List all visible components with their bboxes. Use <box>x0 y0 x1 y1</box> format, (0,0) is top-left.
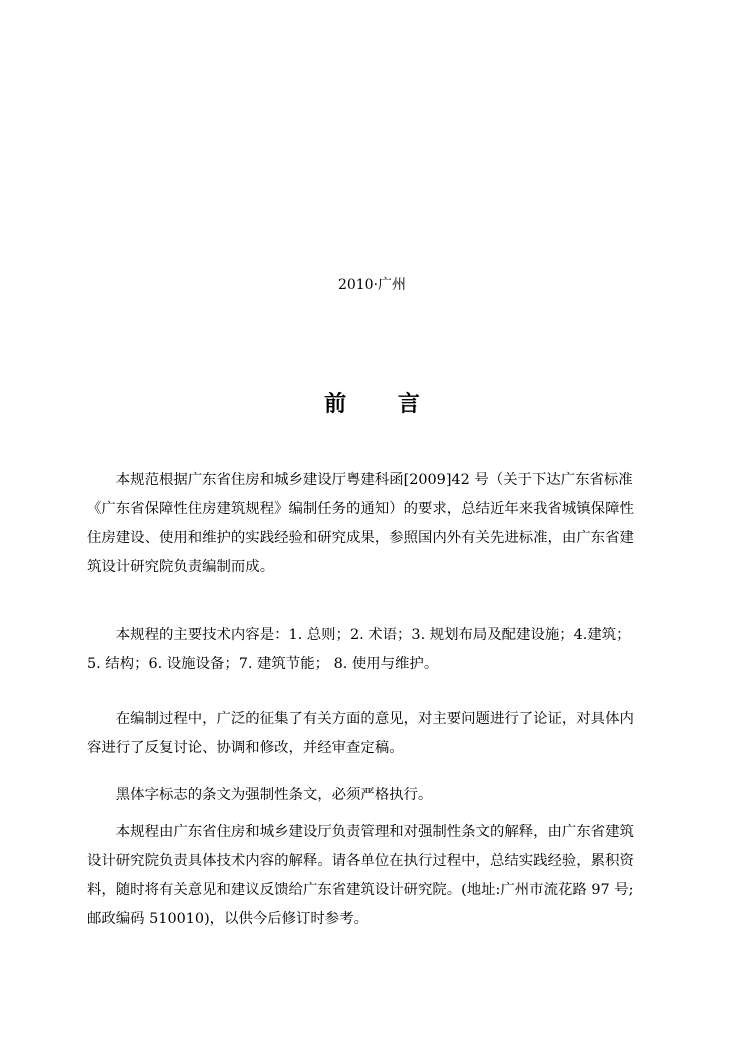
paragraph-basis <box>87 466 659 582</box>
text-line: 筑设计研究院负责编制而成。 <box>87 559 275 575</box>
text-line: 本规程的主要技术内容是：1. 总则；2. 术语；3. 规划布局及配建设施；4.建筑； <box>87 627 631 643</box>
text-line: 本规范根据广东省住房和城乡建设厅粤建科函[2009]42 号（关于下达广东省标准 <box>87 472 633 488</box>
paragraph-process <box>87 705 659 763</box>
page-title: 前 言 <box>324 392 442 417</box>
text-line: 黑体字标志的条文为强制性条文，必须严格执行。 <box>87 787 433 803</box>
text-line: 料，随时将有关意见和建议反馈给广东省建筑设计研究院。(地址:广州市流花路 97 号; <box>87 882 634 898</box>
paragraph-contents <box>87 621 659 679</box>
paragraph-management <box>87 818 659 934</box>
paragraph-mandatory <box>87 781 659 810</box>
text-line: 设计研究院负责具体技术内容的解释。请各单位在执行过程中，总结实践经验，累积资 <box>87 853 634 869</box>
text-line: 邮政编码 510010)，以供今后修订时参考。 <box>87 911 368 927</box>
place-date: 2010·广州 <box>337 277 407 293</box>
text-line: 《广东省保障性住房建筑规程》编制任务的通知）的要求，总结近年来我省城镇保障性 <box>87 501 634 517</box>
text-line: 在编制过程中，广泛的征集了有关方面的意见，对主要问题进行了论证，对具体内 <box>87 711 634 727</box>
text-line: 容进行了反复讨论、协调和修改，并经审查定稿。 <box>87 740 404 756</box>
text-line: 住房建设、使用和维护的实践经验和研究成果，参照国内外有关先进标准，由广东省建 <box>87 530 634 546</box>
text-line: 5. 结构；6. 设施设备；7. 建筑节能； 8. 使用与维护。 <box>87 656 439 672</box>
text-line: 本规程由广东省住房和城乡建设厅负责管理和对强制性条文的解释，由广东省建筑 <box>87 824 634 840</box>
